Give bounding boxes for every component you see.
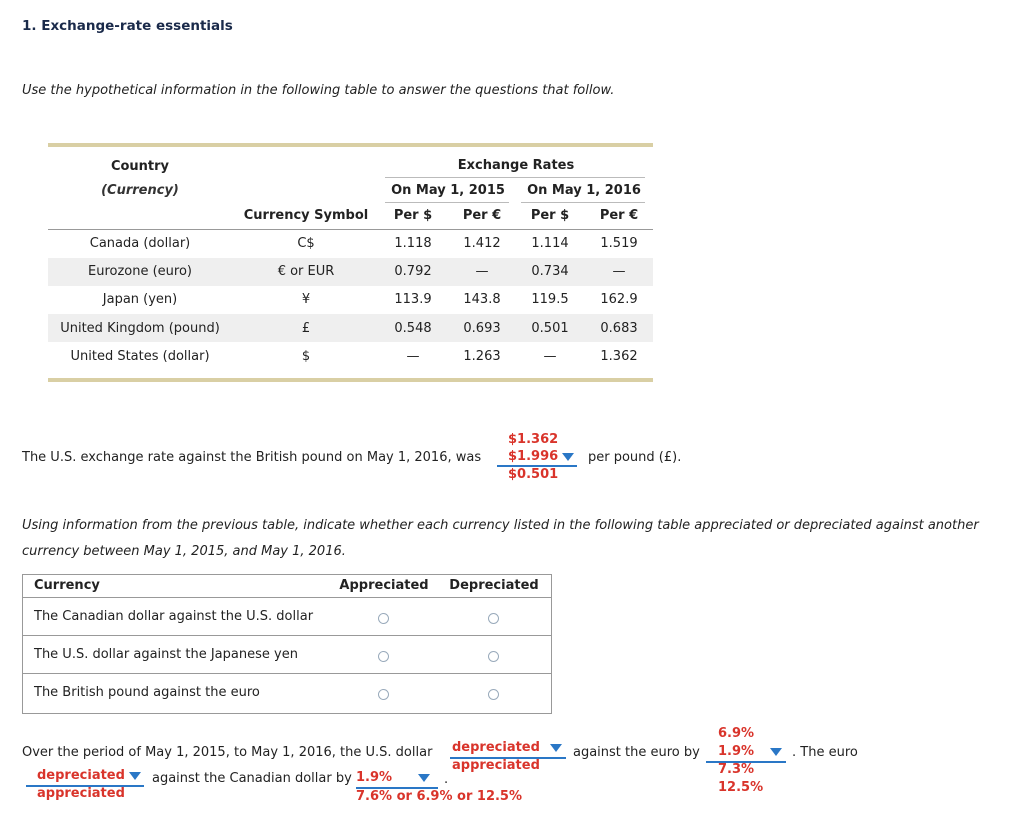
t1-cell-d15: — [406,349,420,364]
q1-text: The U.S. exchange rate against the British pound on May 1, 2016, was [22,450,482,465]
t1-cell-d16: 1.114 [531,236,569,251]
t1-cell-symbol: C$ [297,236,315,251]
q3-dropdown-3[interactable] [37,768,141,783]
q1-dropdown[interactable] [508,449,574,464]
per-euro-2015-header: Per € [462,208,502,223]
q3-text-4: against the Canadian dollar by [152,771,352,786]
q1-option-3[interactable]: $0.501 [508,467,559,482]
t1-cell-e16: 1.362 [600,349,638,364]
t1-cell-country: United Kingdom (pound) [60,321,220,336]
t1-cell-e15: 1.412 [463,236,501,251]
t1-cell-e15: 0.693 [463,321,501,336]
q3-dropdown-1[interactable] [452,740,562,755]
q3-dd2-option-2[interactable]: 1.9% [718,744,755,759]
t1-cell-d15: 0.548 [394,321,432,336]
t2-depreciated-header: Depreciated [449,578,539,593]
q3-dd3-option-2[interactable]: appreciated [37,786,125,801]
q1-option-1[interactable]: $1.362 [508,432,559,447]
t1-cell-symbol: € or EUR [277,264,335,279]
q3-dd2-option-4[interactable]: 12.5% [718,780,764,795]
date-2016-header: On May 1, 2016 [527,183,641,198]
q3-dd3-option-1[interactable]: depreciated [37,768,125,783]
table-row [23,673,551,713]
date-2015-rule [385,202,509,203]
t1-cell-e16: — [612,264,626,279]
q3-period: . [444,772,449,787]
table-top-bar [48,143,653,147]
q3-dd1-option-1[interactable]: depreciated [452,740,540,755]
country-header: Country [110,159,170,174]
t1-cell-e15: 1.263 [463,349,501,364]
t1-cell-d15: 1.118 [394,236,432,251]
q3-dropdown-2[interactable] [718,744,782,759]
table-row [23,635,551,674]
t2-appreciated-header: Appreciated [339,578,429,593]
t2-row-label: The Canadian dollar against the U.S. dollar [34,609,314,624]
t1-cell-symbol: $ [301,349,311,364]
t1-cell-d16: 0.501 [531,321,569,336]
table-bottom-bar [48,378,653,382]
chevron-down-icon[interactable] [550,744,562,752]
q3-dd4-option-more[interactable]: 7.6% or 6.9% or 12.5% [356,789,522,804]
t1-cell-e15: 143.8 [463,292,501,307]
q3-text-3: . The euro [792,745,858,760]
depreciated-radio[interactable] [488,689,499,700]
q3-dd2-option-3[interactable]: 7.3% [718,762,755,777]
t2-currency-header: Currency [34,578,100,593]
intro2-text: Using information from the previous table, indicate whether each currency listed in the following table appreciated or depreciated against another currency between May 1, 2015, and May 1, 2016. [22,518,979,559]
exchange-rates-header: Exchange Rates [457,158,575,173]
date-2016-rule [521,202,645,203]
table-row [23,597,551,636]
t1-cell-e16: 1.519 [600,236,638,251]
q3-text-1: Over the period of May 1, 2015, to May 1, 2016, the U.S. dollar [22,745,433,760]
header-rule [385,177,645,178]
symbol-header: Currency Symbol [243,208,369,223]
per-dollar-2016-header: Per $ [530,208,570,223]
q3-dd2-option-1[interactable]: 6.9% [718,726,755,741]
q3-text-2: against the euro by [573,745,700,760]
q3-dropdown-4[interactable] [356,770,430,785]
t1-cell-symbol: £ [301,321,311,336]
date-2015-header: On May 1, 2015 [391,183,505,198]
t1-cell-symbol: ¥ [301,292,311,307]
t1-cell-country: United States (dollar) [70,349,210,364]
appreciated-radio[interactable] [378,651,389,662]
currency-header: (Currency) [101,183,179,198]
appreciation-table [22,574,552,714]
t1-cell-d16: 119.5 [531,292,569,307]
per-dollar-2015-header: Per $ [393,208,433,223]
per-euro-2016-header: Per € [599,208,639,223]
q3-dd1-option-2[interactable]: appreciated [452,758,540,773]
t2-row-label: The U.S. dollar against the Japanese yen [34,647,298,662]
q1-option-2[interactable]: $1.996 [508,449,559,464]
chevron-down-icon[interactable] [562,453,574,461]
chevron-down-icon[interactable] [129,772,141,780]
t1-cell-country: Japan (yen) [102,292,178,307]
depreciated-radio[interactable] [488,613,499,624]
appreciated-radio[interactable] [378,613,389,624]
t1-cell-d16: 0.734 [531,264,569,279]
t2-row-label: The British pound against the euro [34,685,260,700]
header-bottom-rule [48,229,653,230]
q3-dd4-option-1[interactable]: 1.9% [356,770,393,785]
t1-cell-e16: 162.9 [600,292,638,307]
t1-cell-country: Canada (dollar) [89,236,191,251]
appreciated-radio[interactable] [378,689,389,700]
t1-cell-d15: 0.792 [394,264,432,279]
t1-cell-e15: — [475,264,489,279]
t1-cell-country: Eurozone (euro) [87,264,193,279]
chevron-down-icon[interactable] [418,774,430,782]
t1-cell-e16: 0.683 [600,321,638,336]
intro-text: Use the hypothetical information in the following table to answer the questions that follow. [22,83,615,98]
q1-text-after: per pound (£). [588,450,682,465]
page-title: 1. Exchange-rate essentials [22,18,233,34]
chevron-down-icon[interactable] [770,748,782,756]
t1-cell-d16: — [543,349,557,364]
depreciated-radio[interactable] [488,651,499,662]
t1-cell-d15: 113.9 [394,292,432,307]
